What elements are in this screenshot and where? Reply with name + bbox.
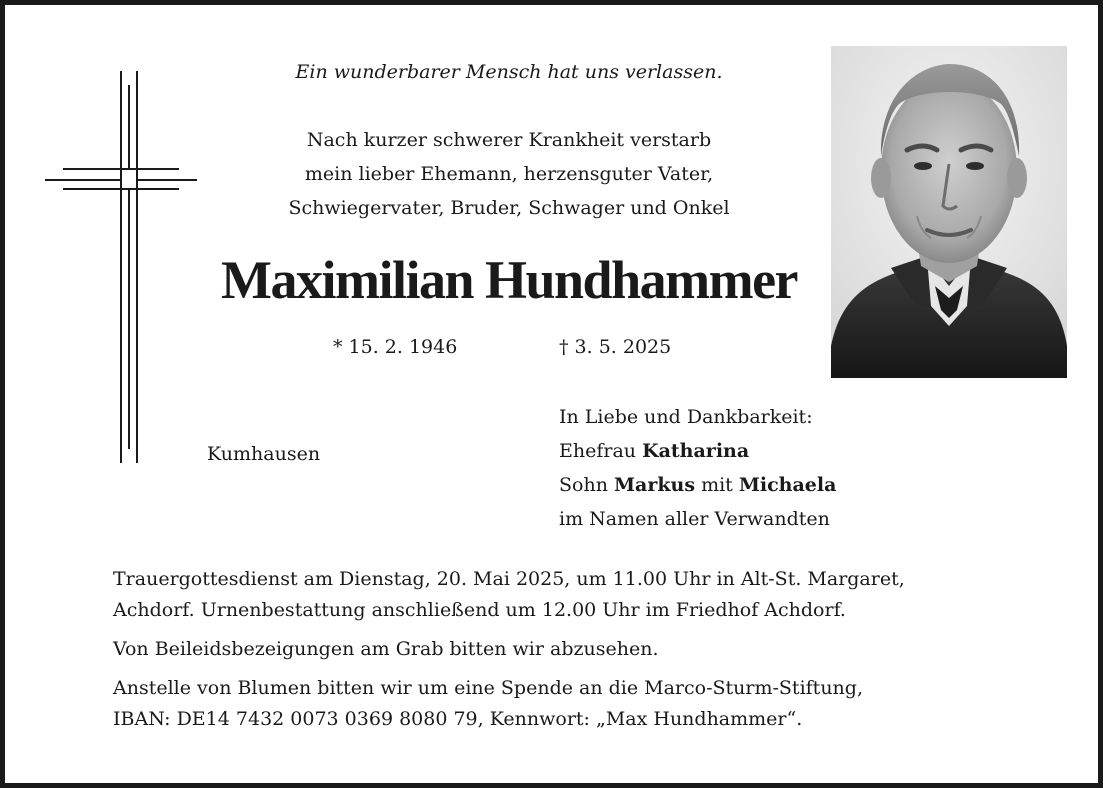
tagline: Ein wunderbarer Mensch hat uns verlassen. [295, 61, 723, 83]
intro-line: Schwiegervater, Bruder, Schwager und Onkel [288, 197, 730, 219]
mourners-heading: In Liebe und Dankbarkeit: [559, 406, 813, 428]
wife-name: Katharina [642, 440, 750, 462]
mourner-son [559, 468, 836, 502]
funeral-line: Trauergottesdienst am Dienstag, 20. Mai 2025, um 11.00 Uhr in Alt-St. Margaret, [113, 568, 905, 590]
funeral-paragraph [113, 564, 1073, 626]
mourner-wife [559, 434, 836, 468]
birth-date: * 15. 2. 1946 [333, 336, 458, 358]
place: Kumhausen [207, 443, 321, 465]
donation-line: Anstelle von Blumen bitten wir um eine Spende an die Marco-Sturm-Stiftung, [113, 677, 863, 699]
intro-line: Nach kurzer schwerer Krankheit verstarb [306, 129, 712, 151]
son-partner-name: Michaela [738, 474, 837, 496]
intro-text [185, 123, 833, 225]
son-name: Markus [613, 474, 696, 496]
service-information [113, 564, 1073, 743]
condolences-paragraph: Von Beileidsbezeigungen am Grab bitten wir abzusehen. [113, 638, 659, 660]
funeral-line: Achdorf. Urnenbestattung anschließend um 12.00 Uhr im Friedhof Achdorf. [113, 599, 846, 621]
death-date: † 3. 5. 2025 [559, 336, 672, 358]
son-conjunction: mit [701, 474, 733, 496]
portrait-photo [831, 46, 1067, 378]
son-prefix: Sohn [559, 474, 608, 496]
intro-line: mein lieber Ehemann, herzensguter Vater, [304, 163, 714, 185]
mourners-block [559, 400, 836, 536]
donation-line: IBAN: DE14 7432 0073 0369 8080 79, Kennwort: „Max Hundhammer“. [113, 708, 803, 730]
wife-prefix: Ehefrau [559, 440, 637, 462]
cross-icon [45, 71, 197, 463]
mourners-relatives: im Namen aller Verwandten [559, 508, 830, 530]
donation-paragraph [113, 673, 1073, 735]
deceased-name: Maximilian Hundhammer [220, 250, 798, 310]
